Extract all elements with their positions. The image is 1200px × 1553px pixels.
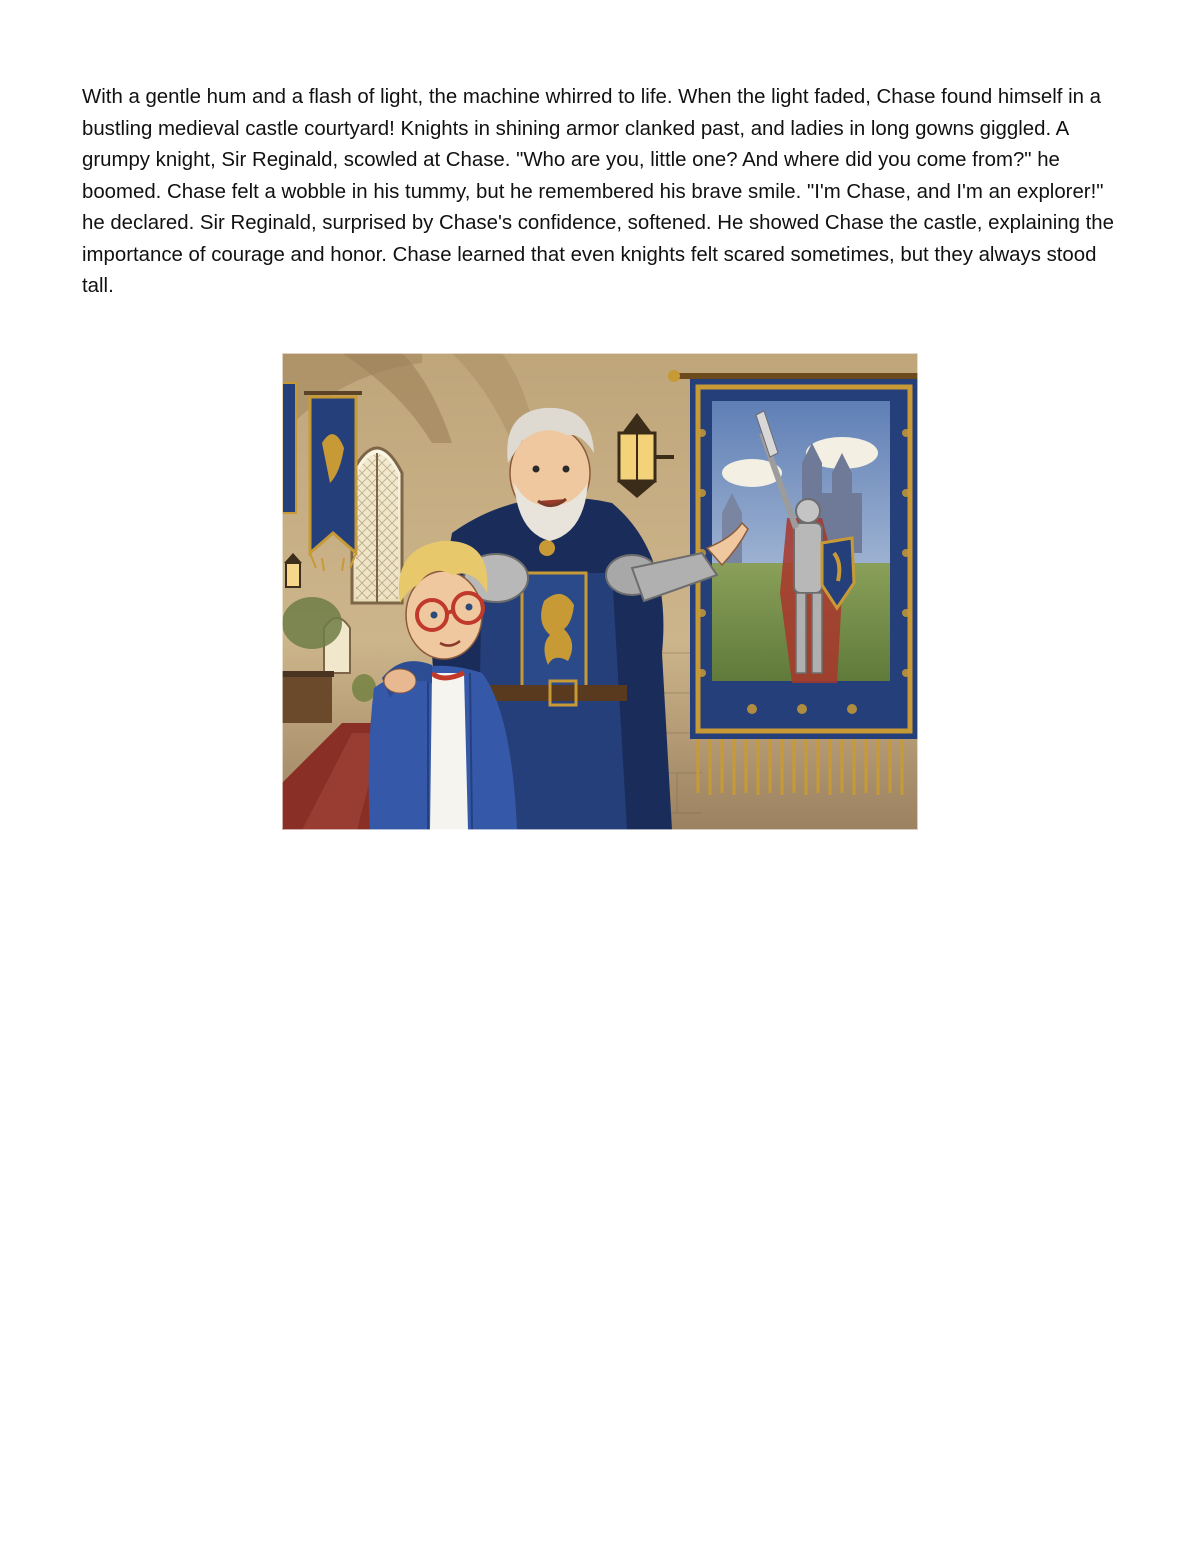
story-paragraph: With a gentle hum and a flash of light, the machine whirred to life. When the light faded, Chase found himself in a bustling medieval castle courtyard! Knights in shining armor clanked past, and ladies in long gowns giggled. A grumpy knight, Sir Reginald, scowled at Chase. "Who are you, little one? And where did you come from?" he boomed. Chase felt a wobble in his tummy, but he remembered his brave smile. "I'm Chase, and I'm an explorer!" he declared. Sir Reginald, surprised by Chase's confidence, softened. He showed Chase the castle, explaining the importance of courage and honor. Chase learned that even knights felt scared sometimes, but they always stood tall. xyxy=(82,86,1114,297)
story-illustration xyxy=(282,353,918,830)
knight-tapestry xyxy=(668,370,918,795)
illustration-drawing xyxy=(282,353,918,830)
castle-window xyxy=(352,448,402,603)
